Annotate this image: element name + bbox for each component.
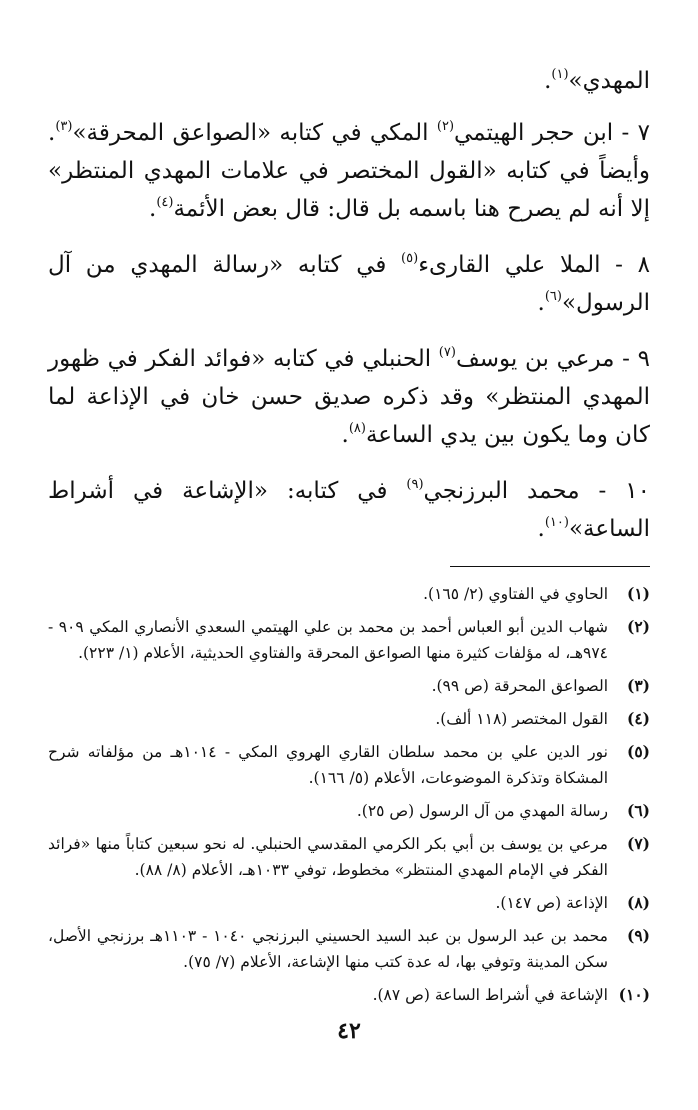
footnote-5 <box>48 739 650 791</box>
paragraph-text: ١٠ - محمد البرزنجي <box>423 478 650 504</box>
footnote-8 <box>48 890 650 916</box>
footnote-10 <box>48 982 650 1008</box>
footnote-text: الحاوي في الفتاوي (٢/ ١٦٥). <box>423 585 608 603</box>
paragraph-end: . <box>149 196 157 222</box>
paragraph-text: ٨ - الملا علي القارىء <box>418 252 650 278</box>
paragraph-item-8 <box>48 246 650 322</box>
paragraph-end: . <box>341 422 349 448</box>
paragraph-text: المهدي» <box>568 68 650 94</box>
footnote-text: الصواعق المحرقة (ص ٩٩). <box>431 677 608 695</box>
footnote-4 <box>48 706 650 732</box>
footnote-ref: (٥) <box>401 251 419 266</box>
footnote-ref: (١) <box>551 67 569 82</box>
paragraph-item-9 <box>48 340 650 454</box>
paragraph-end: . <box>537 290 545 316</box>
footnote-7 <box>48 831 650 883</box>
footnotes <box>48 581 650 1008</box>
paragraph-text: المكي في كتابه «الصواعق المحرقة» <box>72 120 437 146</box>
footnote-number: (٣) <box>626 676 650 695</box>
paragraph-item-10 <box>48 472 650 548</box>
paragraph-item-7 <box>48 114 650 228</box>
footnote-9 <box>48 923 650 975</box>
footnote-ref: (٣) <box>55 119 73 134</box>
footnote-text: رسالة المهدي من آل الرسول (ص ٢٥). <box>356 802 608 820</box>
footnote-text: مرعي بن يوسف بن أبي بكر الكرمي المقدسي الحنبلي. له نحو سبعين كتاباً منها «فرائد الفكر في الإمام المهدي المنتظر» مخطوط، توفي ١٠٣٣هـ، الأعلام (٨/ ٨٨). <box>48 835 608 879</box>
footnote-number: (١) <box>626 584 650 603</box>
footnote-ref: (٧) <box>438 345 456 360</box>
footnote-text: نور الدين علي بن محمد سلطان القاري الهروي المكي - ١٠١٤هـ من مؤلفاته شرح المشكاة وتذكرة الموضوعات، الأعلام (٥/ ١٦٦). <box>48 743 608 787</box>
footnote-1 <box>48 581 650 607</box>
page-number: ٤٢ <box>337 1018 361 1044</box>
footnote-number: (٩) <box>626 926 650 945</box>
paragraph-text: ٧ - ابن حجر الهيتمي <box>454 120 651 146</box>
paragraph-text: . وأيضاً في كتابه «القول المختصر في علامات المهدي المنتظر» إلا أنه لم يصرح هنا باسمه بل قال: قال بعض الأئمة <box>48 120 650 222</box>
footnote-ref: (١٠) <box>544 515 569 530</box>
footnote-3 <box>48 673 650 699</box>
paragraph-text: الحنبلي في كتابه «فوائد الفكر في ظهور المهدي المنتظر» وقد ذكره صديق حسن خان في الإذاعة لما كان وما يكون بين يدي الساعة <box>48 346 650 448</box>
footnote-ref: (٤) <box>156 195 174 210</box>
footnote-2 <box>48 614 650 666</box>
footnote-number: (٢) <box>626 617 650 636</box>
footnote-divider <box>450 566 650 567</box>
footnote-text: القول المختصر (١١٨ ألف). <box>435 710 608 728</box>
footnote-number: (٨) <box>626 893 650 912</box>
footnote-ref: (٩) <box>406 477 424 492</box>
footnote-ref: (٨) <box>348 421 366 436</box>
footnote-number: (٥) <box>626 742 650 761</box>
footnote-text: الإذاعة (ص ١٤٧). <box>495 894 608 912</box>
paragraph-end: . <box>544 68 552 94</box>
paragraph-text: في كتابه: «الإشاعة في أشراط الساعة» <box>48 478 650 542</box>
footnote-6 <box>48 798 650 824</box>
footnote-text: محمد بن عبد الرسول بن عبد السيد الحسيني البرزنجي ١٠٤٠ - ١١٠٣هـ برزنجي الأصل، سكن المدينة وتوفي بها، له عدة كتب منها الإشاعة، الأعلام (٧/ ٧٥). <box>48 927 608 971</box>
footnote-number: (٤) <box>626 709 650 728</box>
paragraph-continuation <box>48 62 650 100</box>
footnote-ref: (٦) <box>544 289 562 304</box>
paragraph-text: في كتابه «رسالة المهدي من آل الرسول» <box>48 252 650 316</box>
footnote-ref: (٢) <box>436 119 455 134</box>
footnote-text: الإشاعة في أشراط الساعة (ص ٨٧). <box>372 986 608 1004</box>
footnote-number: (١٠) <box>618 985 650 1004</box>
paragraph-text: ٩ - مرعي بن يوسف <box>455 346 650 372</box>
paragraph-end: . <box>537 516 545 542</box>
main-text <box>48 62 650 548</box>
footnote-number: (٧) <box>626 834 650 853</box>
footnote-text: شهاب الدين أبو العباس أحمد بن محمد بن علي الهيتمي السعدي الأنصاري المكي ٩٠٩ - ٩٧٤هـ، له مؤلفات كثيرة منها الصواعق المحرقة والفتاوي الحديثية، الأعلام (١/ ٢٢٣). <box>48 618 608 662</box>
footnote-number: (٦) <box>626 801 650 820</box>
